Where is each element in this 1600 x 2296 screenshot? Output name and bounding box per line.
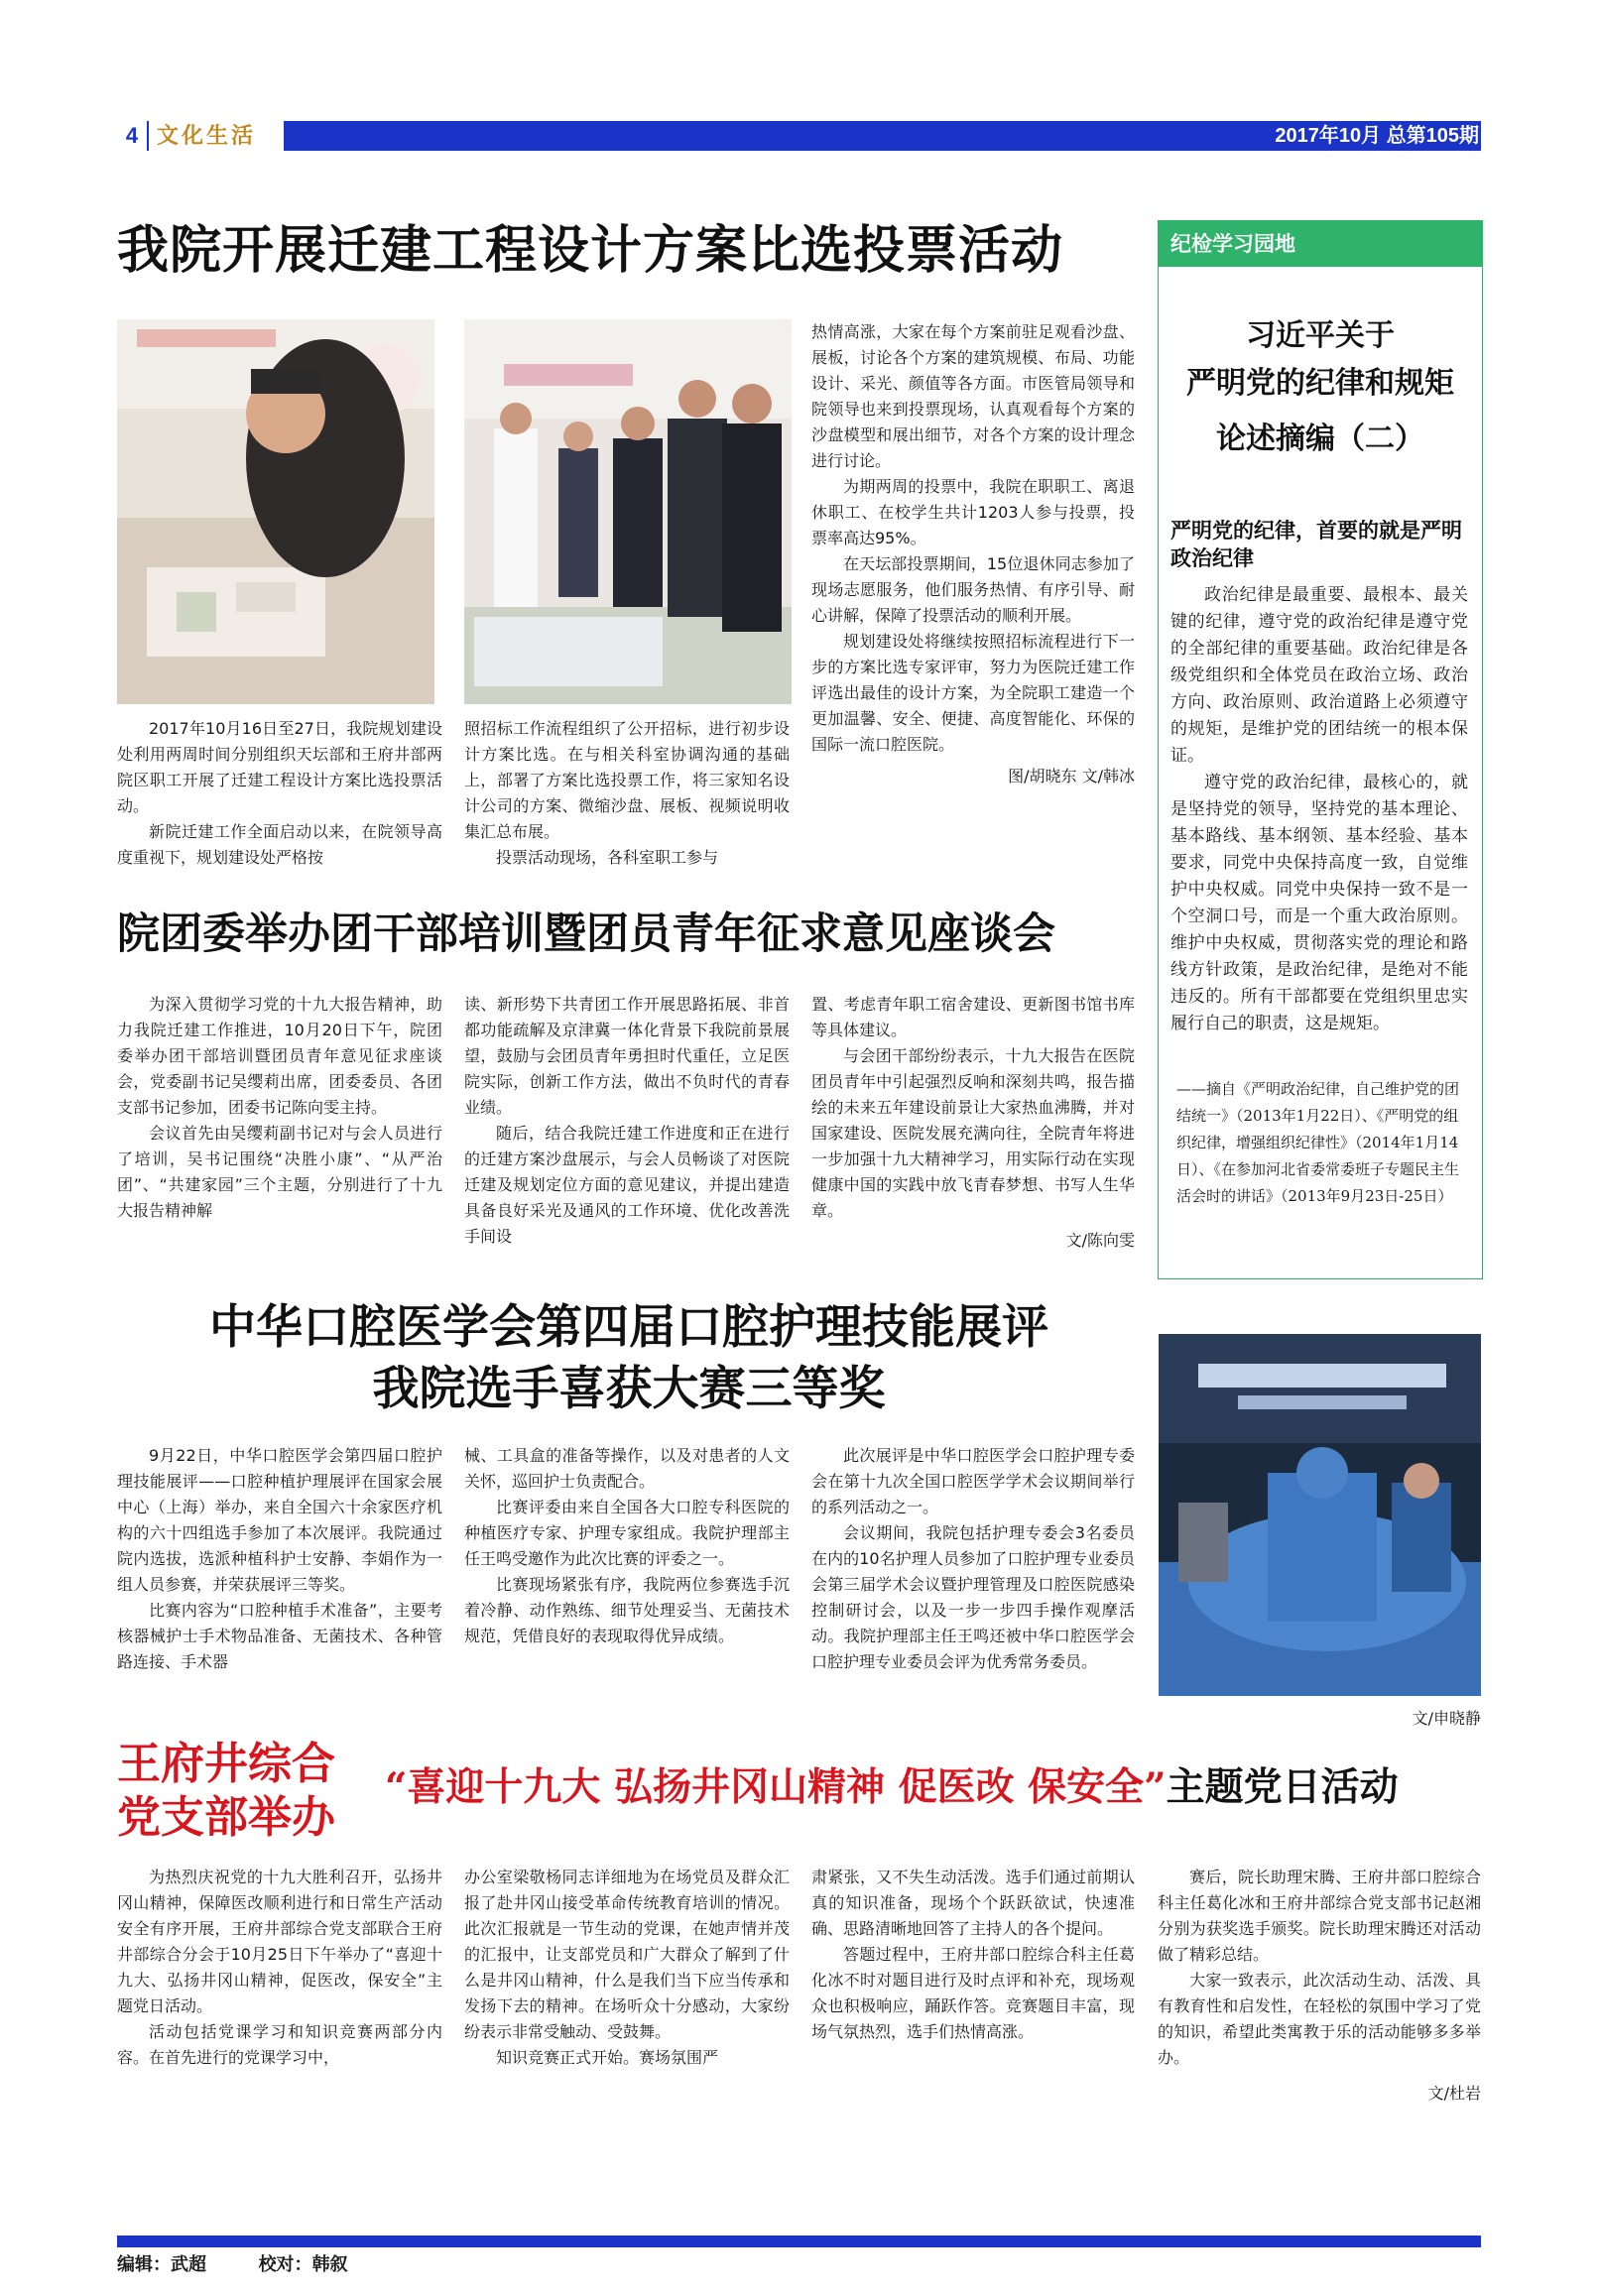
article4-paragraph: 为热烈庆祝党的十九大胜利召开，弘扬井冈山精神，保障医改顺利进行和日常生产活动安全有序开展，王府井部综合党支部联合王府井部综合分会于10月25日下午举办了“喜迎十九大、弘扬井冈山精神，促医改，保安全”主题党日活动。	[117, 1868, 442, 2015]
sidebar-box	[1158, 220, 1483, 1279]
article4-title-main	[385, 1755, 1399, 1819]
article3-title-line-2: 我院选手喜获大赛三等奖	[372, 1362, 886, 1416]
article2-column-1	[117, 992, 442, 1224]
article1-paragraph: 在天坛部投票期间，15位退休同志参加了现场志愿服务，他们服务热情、有序引导、耐心讲解，保障了投票活动的顺利开展。	[811, 554, 1135, 625]
article3-paragraph: 比赛现场紧张有序，我院两位参赛选手沉着冷静、动作熟练、细节处理妥当、无菌技术规范，凭借良好的表现取得优异成绩。	[464, 1575, 790, 1645]
footer-bar	[117, 2236, 1481, 2247]
article1-paragraph: 2017年10月16日至27日，我院规划建设处利用两周时间分别组织天坛部和王府井部两院区职工开展了迁建工程设计方案比选投票活动。	[117, 719, 442, 815]
article1-paragraph: 规划建设处将继续按照招标流程进行下一步的方案比选专家评审，努力为医院迁建工作评选出最佳的设计方案，为全院职工建造一个更加温馨、安全、便捷、高度智能化、环保的国际一流口腔医院。	[811, 632, 1135, 754]
article3-credit: 文/申晓静	[1412, 1709, 1481, 1728]
sidebar-paragraph: 政治纪律是最重要、最根本、最关键的纪律，遵守党的政治纪律是遵守党的全部纪律的重要基础。政治纪律是各级党组织和全体党员在政治立场、政治方向、政治原则、政治道路上必须遵守的规矩，是维护党的团结统一的根本保证。	[1170, 585, 1468, 766]
article1-paragraph: 照招标工作流程组织了公开招标，进行初步设计方案比选。在与相关科室协调沟通的基础上，部署了方案比选投票工作，将三家知名设计公司的方案、微缩沙盘、展板、视频说明收集汇总布展。	[464, 719, 790, 841]
article4-column-3	[811, 1865, 1135, 2045]
article1-column-2	[464, 716, 790, 871]
article2-paragraph: 随后，结合我院迁建工作进度和正在进行的迁建方案沙盘展示，与会人员畅谈了对医院迁建及规划定位方面的意见建议，并提出建造具备良好采光及通风的工作环境、优化改善洗手间设	[464, 1124, 790, 1246]
article3-photo	[1159, 1334, 1481, 1696]
article3-column-3	[811, 1443, 1135, 1675]
article1-paragraph: 热情高涨，大家在每个方案前驻足观看沙盘、展板，讨论各个方案的建筑规模、布局、功能设计、采光、颜值等各方面。市医管局领导和院领导也来到投票现场，认真观看每个方案的沙盘模型和展出细节，对各个方案的设计理念进行讨论。	[811, 322, 1135, 470]
page-number: 4	[117, 121, 147, 151]
article2-paragraph: 置、考虑青年职工宿舍建设、更新图书馆书库等具体建议。	[811, 995, 1135, 1039]
article4-paragraph: 肃紧张，又不失生动活泼。选手们通过前期认真的知识准备，现场个个跃跃欲试，快速准确、思路清晰地回答了主持人的各个提问。	[811, 1868, 1135, 1938]
article1-paragraph: 新院迁建工作全面启动以来，在院领导高度重视下，规划建设处严格按	[117, 822, 442, 867]
issue-info: 2017年10月 总第105期	[1275, 125, 1479, 147]
proofreader-label: 校对：	[258, 2254, 312, 2275]
article2-column-3	[811, 992, 1135, 1254]
article1-credit: 图/胡晓东 文/韩冰	[1008, 767, 1135, 785]
article3-paragraph: 此次展评是中华口腔医学会口腔护理专委会在第十九次全国口腔医学学术会议期间举行的系列活动之一。	[811, 1446, 1135, 1516]
article4-paragraph: 活动包括党课学习和知识竞赛两部分内容。在首先进行的党课学习中，	[117, 2022, 442, 2067]
article2-title: 院团委举办团干部培训暨团员青年征求意见座谈会	[117, 909, 1055, 959]
article3-column-1	[117, 1443, 442, 1675]
sidebar-title-line-3: 论述摘编（二）	[1216, 422, 1424, 456]
article3-paragraph: 比赛评委由来自全国各大口腔专科医院的种植医疗专家、护理专家组成。我院护理部主任王鸣受邀作为此次比赛的评委之一。	[464, 1498, 790, 1568]
article2-paragraph: 会议首先由吴缨莉副书记对与会人员进行了培训，吴书记围绕“决胜小康”、“从严治团”、“共建家园”三个主题，分别进行了十九大报告精神解	[117, 1124, 442, 1220]
article3-title-line-1: 中华口腔医学会第四届口腔护理技能展评	[209, 1300, 1048, 1355]
article1-photo-2	[464, 319, 792, 704]
sidebar-body	[1170, 582, 1468, 1037]
article2-paragraph: 与会团干部纷纷表示，十九大报告在医院团员青年中引起强烈反响和深刻共鸣，报告描绘的未来五年建设前景让大家热血沸腾，并对国家建设、医院发展充满向往，全院青年将进一步加强十九大精神学习，用实际行动在实现健康中国的实践中放飞青春梦想、书写人生华章。	[811, 1046, 1135, 1220]
article4-paragraph: 大家一致表示，此次活动生动、活泼、具有教育性和启发性，在轻松的氛围中学习了党的知识，希望此类寓教于乐的活动能够多多举办。	[1158, 1971, 1481, 2067]
article1-title: 我院开展迁建工程设计方案比选投票活动	[117, 220, 1064, 281]
article2-column-2	[464, 992, 790, 1250]
editor-label: 编辑：	[117, 2254, 171, 2275]
section-title: 文化生活	[149, 121, 284, 151]
article3-paragraph: 9月22日，中华口腔医学会第四届口腔护理技能展评——口腔种植护理展评在国家会展中心（上海）举办，来自全国六十余家医疗机构的六十四组选手参加了本次展评。我院通过院内选拔，选派种植科护士安静、李娟作为一组人员参赛，并荣获展评三等奖。	[117, 1446, 442, 1594]
article3-paragraph: 比赛内容为“口腔种植手术准备”，主要考核器械护士手术物品准备、无菌技术、各种管路连接、手术器	[117, 1601, 442, 1671]
article2-credit: 文/陈向雯	[1065, 1231, 1135, 1250]
sidebar-subtitle: 严明党的纪律，首要的就是严明政治纪律	[1170, 519, 1462, 570]
article3-paragraph: 会议期间，我院包括护理专委会3名委员在内的10名护理人员参加了口腔护理专业委员会第三届学术会议暨护理管理及口腔医院感染控制研讨会，以及一步一步四手操作观摩活动。我院护理部主任王鸣还被中华口腔医学会口腔护理专业委员会评为优秀常务委员。	[811, 1523, 1135, 1671]
article4-column-4	[1158, 1865, 1481, 2107]
article4-title-left-line-1: 王府井综合	[117, 1739, 335, 1789]
article1-paragraph: 投票活动现场，各科室职工参与	[496, 848, 719, 867]
article2-paragraph: 为深入贯彻学习党的十九大报告精神，助力我院迁建工作推进，10月20日下午，院团委举办团干部培训暨团员青年意见征求座谈会，党委副书记吴缨莉出席，团委委员、各团支部书记参加，团委书记陈向雯主持。	[117, 995, 442, 1117]
footer-credits	[117, 2253, 348, 2277]
sidebar-title-line-2: 严明党的纪律和规矩	[1186, 366, 1454, 401]
article4-paragraph: 赛后，院长助理宋腾、王府井部口腔综合科主任葛化冰和王府井部综合党支部书记赵湘分别为获奖选手颁奖。院长助理宋腾还对活动做了精彩总结。	[1158, 1868, 1481, 1964]
article4-paragraph: 答题过程中，王府井部口腔综合科主任葛化冰不时对题目进行及时点评和补充，现场观众也积极响应，踊跃作答。竞赛题目丰富，现场气氛热烈，选手们热情高涨。	[811, 1945, 1135, 2041]
sidebar-title-line-1: 习近平关于	[1246, 318, 1395, 353]
article4-paragraph: 办公室梁敬杨同志详细地为在场党员及群众汇报了赴井冈山接受革命传统教育培训的情况。此次汇报就是一节生动的党课，在她声情并茂的汇报中，让支部党员和广大群众了解到了什么是井冈山精神，什么是我们当下应当传承和发扬下去的精神。在场听众十分感动，大家纷纷表示非常受触动、受鼓舞。	[464, 1868, 790, 2041]
sidebar-citation: ——摘自《严明政治纪律，自己维护党的团结统一》（2013年1月22日）、《严明党的组织纪律，增强组织纪律性》（2014年1月14日）、《在参加河北省委常委班子专题民主生活会时的讲话》（2013年9月23日-25日）	[1176, 1080, 1460, 1205]
editor-name: 武超	[171, 2254, 206, 2275]
sidebar-header: 纪检学习园地	[1159, 221, 1482, 267]
article4-column-2	[464, 1865, 790, 2071]
article2-paragraph: 读、新形势下共青团工作开展思路拓展、非首都功能疏解及京津冀一体化背景下我院前景展望，鼓励与会团员青年勇担时代重任，立足医院实际，创新工作方法，做出不负时代的青春业绩。	[464, 995, 790, 1117]
article4-paragraph: 知识竞赛正式开始。赛场氛围严	[496, 2048, 719, 2067]
article1-column-1	[117, 716, 442, 871]
article3-column-2	[464, 1443, 790, 1649]
article1-paragraph: 为期两周的投票中，我院在职职工、离退休职工、在校学生共计1203人参与投票，投票率高达95%。	[811, 477, 1135, 547]
article3-paragraph: 械、工具盒的准备等操作，以及对患者的人文关怀，巡回护士负责配合。	[464, 1446, 790, 1491]
sidebar-paragraph: 遵守党的政治纪律，最核心的，就是坚持党的领导，坚持党的基本理论、基本路线、基本纲领、基本经验、基本要求，同党中央保持高度一致，自觉维护中央权威。同党中央保持一致不是一个空洞口号，而是一个重大政治原则。维护中央权威，贯彻落实党的理论和路线方针政策，是政治纪律，是绝对不能违反的。所有干部都要在党组织里忠实履行自己的职责，这是规矩。	[1170, 773, 1468, 1033]
article4-title-red: “喜迎十九大 弘扬井冈山精神 促医改 保安全”	[385, 1764, 1167, 1810]
proofreader-name: 韩叙	[311, 2254, 348, 2275]
article4-title-black: 主题党日活动	[1166, 1764, 1399, 1810]
article4-column-1	[117, 1865, 442, 2071]
article1-column-3	[811, 319, 1135, 789]
article1-photo-1	[117, 319, 434, 704]
article4-title-left-line-2: 党支部举办	[117, 1792, 335, 1843]
article4-credit: 文/杜岩	[1427, 2084, 1481, 2103]
